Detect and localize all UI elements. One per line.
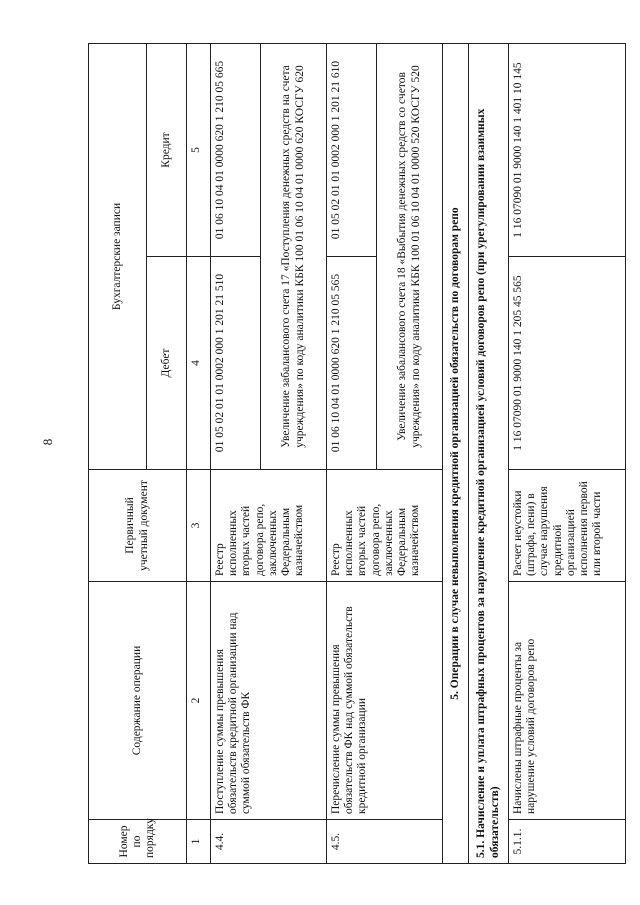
page-number: 8: [40, 438, 55, 446]
col-number-1: 1: [187, 820, 211, 864]
row-4-5-debit: 01 06 10 04 01 0000 620 1 210 05 565: [327, 257, 377, 470]
row-4-4-credit: 01 06 10 04 01 0000 620 1 210 05 665: [211, 44, 261, 257]
row-4-4-document: Реестр исполненных вторых частей договора репо, заключенных Федеральным казначейством: [211, 470, 327, 582]
row-5-1-1-debit: 1 16 07090 01 9000 140 1 205 45 565: [509, 257, 626, 470]
header-credit: Кредит: [147, 44, 187, 257]
row-4-5-document: Реестр исполненных вторых частей договора репо, заключенных Федеральным казначейством: [327, 470, 443, 582]
header-debit: Дебет: [147, 257, 187, 470]
col-number-2: 2: [187, 582, 211, 820]
header-number: Номер по порядку: [89, 820, 187, 864]
header-document: Первичный учетный документ: [89, 470, 187, 582]
section-5-1-heading: 5.1. Начисление и уплата штрафных процентов за нарушение кредитной организацией условий договоров репо (при урегулировании взаимных обязательств): [469, 44, 509, 864]
accounting-table: [88, 43, 626, 864]
row-4-5-content: Перечисление суммы превышения обязательств ФК над суммой обязательств кредитной организации: [327, 582, 443, 820]
row-4-4-debit: 01 05 02 01 01 0002 000 1 201 21 510: [211, 257, 261, 470]
row-4-4-number: 4.4.: [211, 820, 327, 864]
rotated-table-wrapper: [88, 44, 626, 864]
header-content: Содержание операции: [89, 582, 187, 820]
row-5-1-1-content: Начислены штрафные проценты за нарушение условий договоров репо: [509, 582, 626, 820]
row-5-1-1-number: 5.1.1.: [509, 820, 626, 864]
row-4-4-content: Поступление суммы превышения обязательств кредитной организации над суммой обязательств ФК: [211, 582, 327, 820]
row-5-1-1-document: Расчет неустойки (штрафа, пени) в случае нарушения кредитной организацией исполнения первой или второй части: [509, 470, 626, 582]
row-4-4-offbalance-note: Увеличение забалансового счета 17 «Поступления денежных средств на счета учреждения» по коду аналитики КБК 100 01 06 10 04 01 0000 620 КОСГУ 620: [261, 44, 327, 470]
row-4-5-offbalance-note: Увеличение забалансового счета 18 «Выбытия денежных средств со счетов учреждения» по коду аналитики КБК 100 01 06 10 04 01 0000 520 КОСГУ 520: [377, 44, 443, 470]
section-5-heading: 5. Операции в случае невыполнения кредитной организацией обязательств по договорам репо: [443, 44, 469, 864]
col-number-5: 5: [187, 44, 211, 257]
col-number-4: 4: [187, 257, 211, 470]
row-4-5-credit: 01 05 02 01 01 0002 000 1 201 21 610: [327, 44, 377, 257]
row-4-5-number: 4.5.: [327, 820, 443, 864]
header-accounting: Бухгалтерские записи: [89, 44, 147, 470]
row-5-1-1-credit: 1 16 07090 01 9000 140 1 401 10 145: [509, 44, 626, 257]
col-number-3: 3: [187, 470, 211, 582]
